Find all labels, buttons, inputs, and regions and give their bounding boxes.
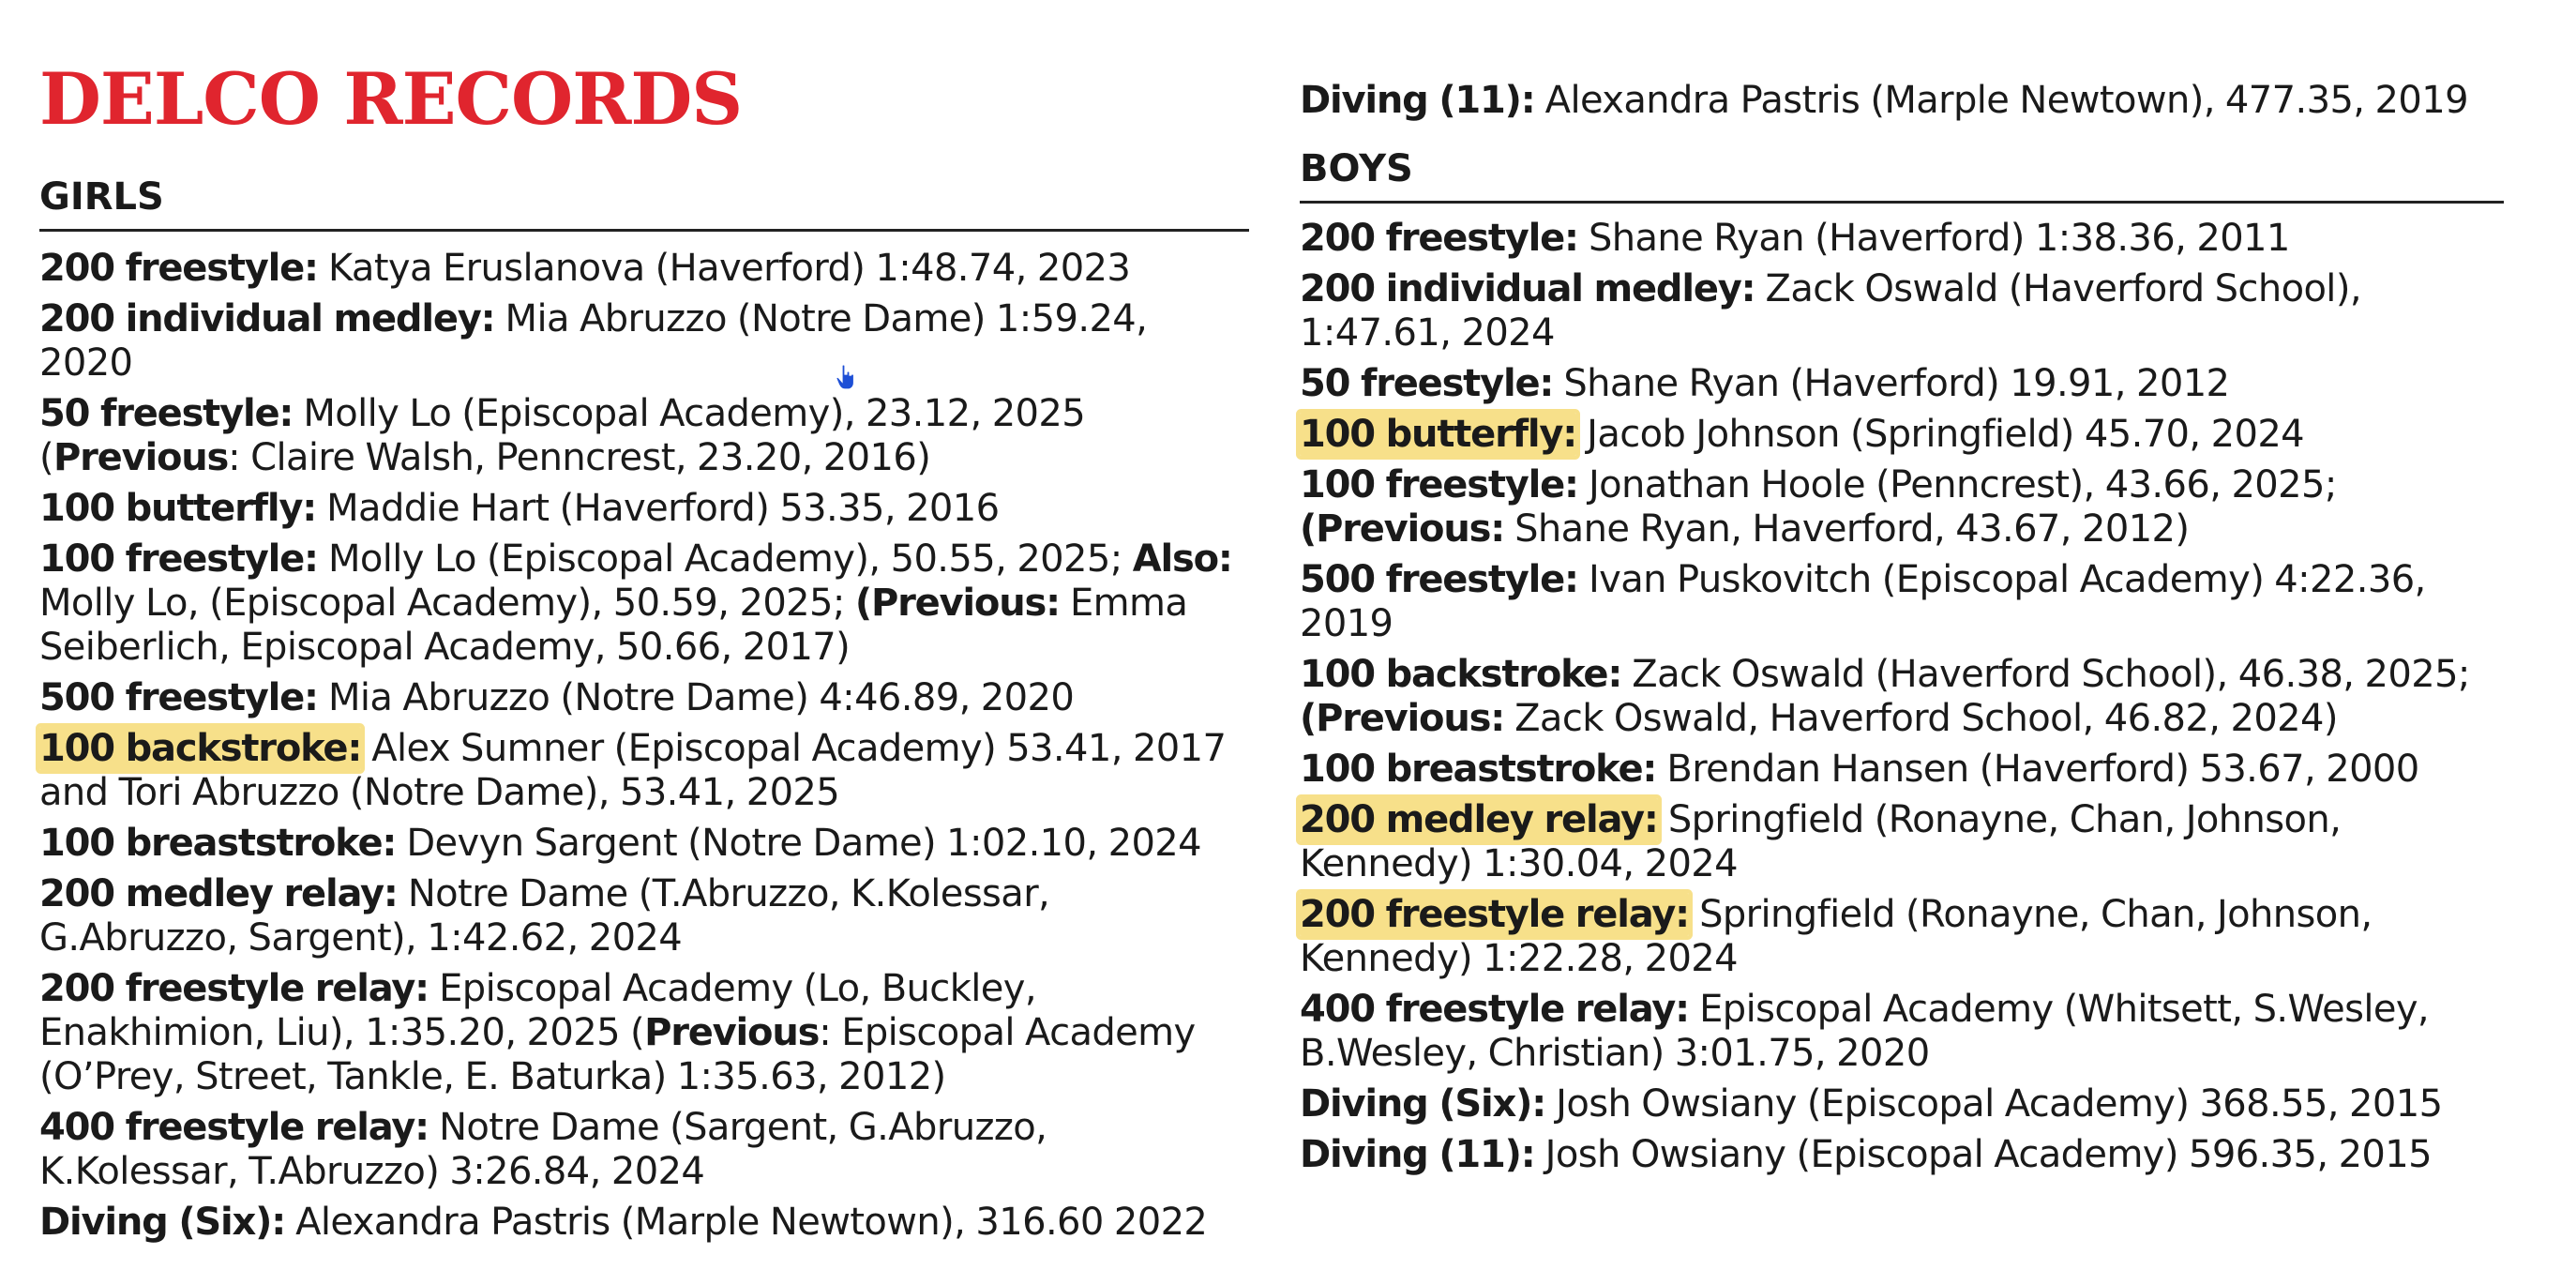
record-entry xyxy=(39,1106,1249,1194)
record-detail: Notre Dame (Sargent, G.Abruzzo, K.Kolessar, T.Abruzzo) 3:26.84, 2024 xyxy=(39,1106,1047,1193)
event-label: 500 freestyle: xyxy=(1300,558,1578,601)
record-detail: Jonathan Hoole (Penncrest), 43.66, 2025; xyxy=(1577,463,2337,506)
event-label-highlighted: 200 medley relay: xyxy=(1300,798,1658,841)
record-detail: Katya Eruslanova (Haverford) 1:48.74, 2023 xyxy=(317,247,1131,290)
record-entry xyxy=(1300,748,2504,792)
record-detail: Episcopal Academy (Whitsett, S.Wesley, B.Wesley, Christian) 3:01.75, 2020 xyxy=(1300,988,2430,1075)
boys-heading: BOYS xyxy=(1300,146,2504,204)
boys-records-list xyxy=(1300,217,2504,1184)
record-detail: Shane Ryan (Haverford) 1:38.36, 2011 xyxy=(1577,217,2290,260)
previous-detail: Zack Oswald, Haverford School, 46.82, 2024) xyxy=(1504,697,2338,740)
record-detail: Molly Lo (Episcopal Academy), 23.12, 2025 ( xyxy=(39,392,1086,479)
record-detail: Brendan Hansen (Haverford) 53.67, 2000 xyxy=(1656,748,2419,791)
record-entry xyxy=(1300,653,2504,741)
event-label: 200 individual medley: xyxy=(1300,267,1755,310)
record-detail: Shane Ryan (Haverford) 19.91, 2012 xyxy=(1553,362,2230,405)
previous-detail: : Episcopal Academy (O’Prey, Street, Tankle, E. Baturka) 1:35.63, 2012) xyxy=(39,1011,1196,1098)
record-detail: Springfield (Ronayne, Chan, Johnson, Kennedy) 1:22.28, 2024 xyxy=(1300,893,2373,980)
record-detail: Devyn Sargent (Notre Dame) 1:02.10, 2024 xyxy=(396,822,1202,865)
event-label: 400 freestyle relay: xyxy=(39,1106,429,1149)
record-detail: Zack Oswald (Haverford School), 1:47.61, 2024 xyxy=(1300,267,2361,355)
record-detail: Maddie Hart (Haverford) 53.35, 2016 xyxy=(316,487,1000,530)
previous-label: (Previous: xyxy=(1300,507,1505,551)
event-label: 200 freestyle: xyxy=(39,247,318,290)
also-detail: Molly Lo, (Episcopal Academy), 50.59, 2025; xyxy=(39,582,855,625)
record-entry xyxy=(39,247,1249,291)
record-entry xyxy=(1300,893,2504,981)
event-label: Diving (11): xyxy=(1300,1133,1535,1176)
record-detail: Alexandra Pastris (Marple Newtown), 316.60 2022 xyxy=(285,1201,1208,1244)
event-label: 400 freestyle relay: xyxy=(1300,988,1689,1031)
previous-detail: : Claire Walsh, Penncrest, 23.20, 2016) xyxy=(228,436,931,479)
event-label: 50 freestyle: xyxy=(1300,362,1554,405)
record-detail: Zack Oswald (Haverford School), 46.38, 2025; xyxy=(1621,653,2470,696)
record-entry xyxy=(39,822,1249,866)
event-label: 100 butterfly: xyxy=(39,487,317,530)
record-detail: Mia Abruzzo (Notre Dame) 1:59.24, 2020 xyxy=(39,297,1148,385)
record-entry xyxy=(1300,988,2504,1076)
record-detail: Jacob Johnson (Springfield) 45.70, 2024 xyxy=(1576,413,2305,456)
record-entry xyxy=(39,297,1249,386)
record-entry xyxy=(39,727,1249,815)
record-entry xyxy=(1300,558,2504,646)
event-label: 100 freestyle: xyxy=(1300,463,1578,506)
previous-label: Previous xyxy=(644,1011,820,1054)
event-label-highlighted: 100 butterfly: xyxy=(1300,413,1577,456)
girls-diving-continued xyxy=(1300,79,2504,129)
event-label: 100 breaststroke: xyxy=(1300,748,1657,791)
event-label: 50 freestyle: xyxy=(39,392,294,435)
record-entry xyxy=(39,872,1249,960)
record-entry xyxy=(39,676,1249,720)
record-detail: Molly Lo (Episcopal Academy), 50.55, 2025; xyxy=(317,537,1133,581)
record-entry xyxy=(1300,267,2504,355)
record-entry xyxy=(1300,217,2504,261)
previous-label: (Previous: xyxy=(854,582,1060,625)
record-detail: Ivan Puskovitch (Episcopal Academy) 4:22.36, 2019 xyxy=(1300,558,2426,645)
event-label: 200 individual medley: xyxy=(39,297,495,340)
event-label: 500 freestyle: xyxy=(39,676,318,719)
record-detail: Notre Dame (T.Abruzzo, K.Kolessar, G.Abruzzo, Sargent), 1:42.62, 2024 xyxy=(39,872,1050,960)
event-label-highlighted: 200 freestyle relay: xyxy=(1300,893,1689,936)
record-entry xyxy=(1300,413,2504,457)
record-detail: Alex Sumner (Episcopal Academy) 53.41, 2017 and Tori Abruzzo (Notre Dame), 53.41, 2025 xyxy=(39,727,1227,814)
also-label: Also: xyxy=(1132,537,1232,581)
record-entry xyxy=(39,1201,1249,1245)
event-label-highlighted: 100 backstroke: xyxy=(39,727,362,770)
record-entry xyxy=(39,967,1249,1099)
previous-detail: Shane Ryan, Haverford, 43.67, 2012) xyxy=(1504,507,2190,551)
girls-heading: GIRLS xyxy=(39,174,1249,232)
record-entry xyxy=(1300,798,2504,886)
girls-records-list xyxy=(39,247,1249,1251)
page-title: DELCO RECORDS xyxy=(39,57,743,141)
record-detail: Josh Owsiany (Episcopal Academy) 368.55, 2015 xyxy=(1545,1082,2443,1126)
event-label: 200 freestyle: xyxy=(1300,217,1578,260)
record-entry xyxy=(1300,463,2504,552)
record-entry xyxy=(1300,1082,2504,1126)
event-label: Diving (Six): xyxy=(39,1201,286,1244)
event-label: 100 freestyle: xyxy=(39,537,318,581)
record-detail: Episcopal Academy (Lo, Buckley, Enakhimion, Liu), 1:35.20, 2025 ( xyxy=(39,967,1036,1054)
record-entry xyxy=(39,537,1249,670)
record-entry xyxy=(1300,79,2504,123)
event-label: Diving (Six): xyxy=(1300,1082,1546,1126)
previous-label: Previous xyxy=(53,436,229,479)
record-detail: Mia Abruzzo (Notre Dame) 4:46.89, 2020 xyxy=(317,676,1075,719)
event-label: 100 backstroke: xyxy=(1300,653,1622,696)
record-detail: Alexandra Pastris (Marple Newtown), 477.35, 2019 xyxy=(1534,79,2468,122)
record-entry xyxy=(39,487,1249,531)
previous-label: (Previous: xyxy=(1300,697,1505,740)
event-label: Diving (11): xyxy=(1300,79,1535,122)
record-entry xyxy=(1300,362,2504,406)
event-label: 200 medley relay: xyxy=(39,872,398,915)
event-label: 100 breaststroke: xyxy=(39,822,397,865)
record-detail: Springfield (Ronayne, Chan, Johnson, Kennedy) 1:30.04, 2024 xyxy=(1300,798,2342,885)
record-entry xyxy=(1300,1133,2504,1177)
event-label: 200 freestyle relay: xyxy=(39,967,429,1010)
record-detail: Josh Owsiany (Episcopal Academy) 596.35, 2015 xyxy=(1534,1133,2432,1176)
previous-detail: Emma Seiberlich, Episcopal Academy, 50.66, 2017) xyxy=(39,582,1188,669)
record-entry xyxy=(39,392,1249,480)
hand-pointer-icon xyxy=(836,364,856,390)
